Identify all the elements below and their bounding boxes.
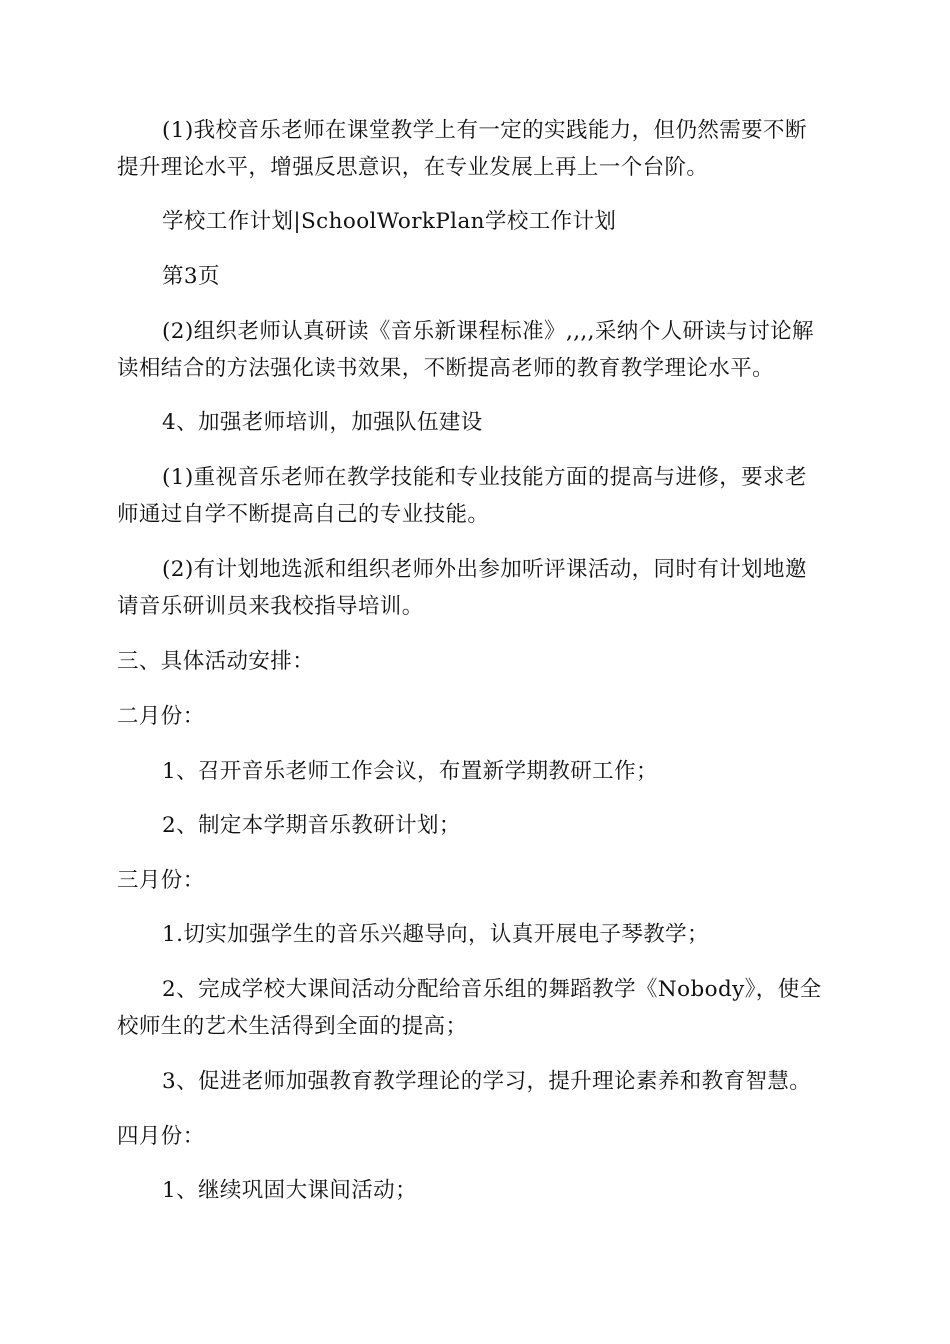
paragraph-line: (2)组织老师认真研读《音乐新课程标准》,,,,采纳个人研读与讨论解: [162, 319, 814, 344]
month-heading: 四月份：: [117, 1124, 205, 1149]
page-number: 第3页: [162, 264, 220, 289]
header-text: 学校工作计划|SchoolWorkPlan学校工作计划: [162, 209, 617, 234]
paragraph-line: (1)我校音乐老师在课堂教学上有一定的实践能力，但仍然需要不断: [162, 118, 807, 143]
month-heading: 三月份：: [117, 868, 205, 893]
paragraph-line: 师通过自学不断提高自己的专业技能。: [117, 502, 490, 527]
paragraph-line: 提升理论水平，增强反思意识，在专业发展上再上一个台阶。: [117, 155, 709, 180]
list-item-continuation: 校师生的艺术生活得到全面的提高；: [117, 1014, 468, 1039]
list-item: 1、继续巩固大课间活动；: [162, 1178, 417, 1203]
list-item: 3、促进老师加强教育教学理论的学习，提升理论素养和教育智慧。: [162, 1069, 812, 1094]
paragraph-line: (1)重视音乐老师在教学技能和专业技能方面的提高与进修，要求老: [162, 465, 807, 490]
section-heading: 4、加强老师培训，加强队伍建设: [162, 410, 483, 435]
month-heading: 二月份：: [117, 704, 205, 729]
list-item: 1.切实加强学生的音乐兴趣导向，认真开展电子琴教学；: [162, 922, 709, 947]
list-item: 2、完成学校大课间活动分配给音乐组的舞蹈教学《Nobody》，使全: [162, 977, 822, 1002]
paragraph-line: (2)有计划地选派和组织老师外出参加听评课活动，同时有计划地邀: [162, 557, 807, 582]
paragraph-line: 读相结合的方法强化读书效果，不断提高老师的教育教学理论水平。: [117, 356, 775, 381]
list-item: 1、召开音乐老师工作会议，布置新学期教研工作；: [162, 759, 658, 784]
list-item: 2、制定本学期音乐教研计划；: [162, 813, 461, 838]
section-heading: 三、具体活动安排：: [117, 649, 315, 674]
paragraph-line: 请音乐研训员来我校指导培训。: [117, 594, 424, 619]
